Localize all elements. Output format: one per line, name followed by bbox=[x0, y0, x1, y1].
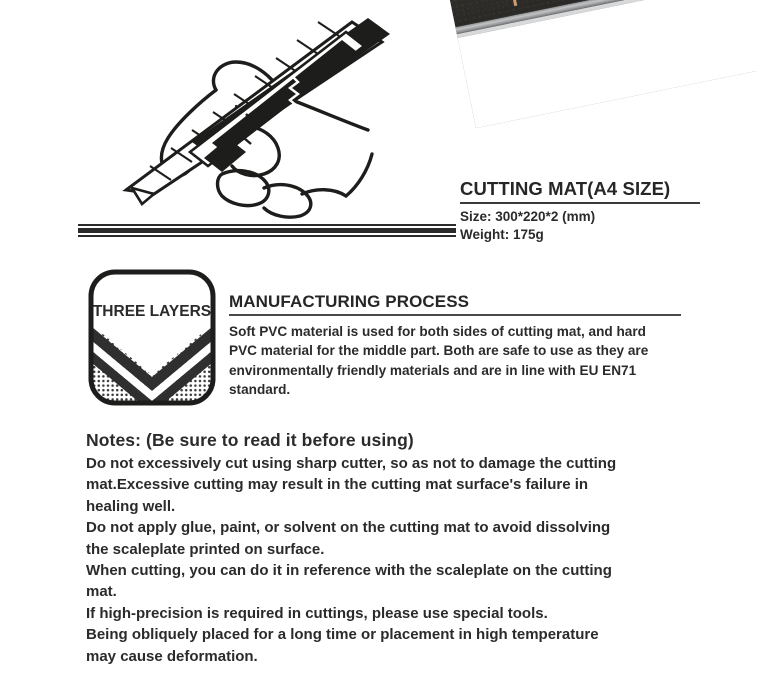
manufacturing-body-line: Soft PVC material is used for both sides of cutting mat, and hard bbox=[229, 323, 646, 339]
product-title: CUTTING MAT(A4 SIZE) bbox=[460, 178, 671, 199]
manufacturing-body bbox=[229, 322, 684, 400]
wrist-top bbox=[292, 100, 368, 130]
note-line: the scaleplate printed on surface. bbox=[86, 540, 325, 558]
note-line: Do not apply glue, paint, or solvent on the cutting mat to avoid dissolving bbox=[86, 519, 611, 537]
note-line: Do not excessively cut using sharp cutter, so as not to damage the cutting bbox=[86, 455, 617, 472]
wrist-bottom bbox=[346, 154, 372, 196]
divider-line-thin-bottom bbox=[78, 235, 456, 237]
knife-handle bbox=[190, 18, 390, 172]
product-weight: Weight: 175g bbox=[460, 226, 544, 242]
middle-finger bbox=[218, 171, 269, 206]
note-item bbox=[86, 560, 726, 603]
manufacturing-body-line: standard. bbox=[229, 382, 291, 397]
note-line: mat. bbox=[86, 583, 117, 601]
product-info-block bbox=[460, 178, 750, 242]
product-title-underline bbox=[460, 202, 700, 204]
notes-list bbox=[86, 453, 726, 667]
note-line: healing well. bbox=[86, 497, 176, 515]
note-item bbox=[86, 453, 726, 517]
manufacturing-body-line: PVC material for the middle part. Both are safe to use as they are bbox=[229, 343, 649, 358]
note-line: may cause deformation. bbox=[86, 647, 258, 665]
ring-finger bbox=[264, 185, 311, 218]
note-line: When cutting, you can do it in reference with the scaleplate on the cutting bbox=[86, 562, 612, 580]
note-item bbox=[86, 603, 726, 624]
notes-section bbox=[86, 430, 726, 667]
cutting-mat-photo bbox=[438, 0, 757, 128]
note-line: If high-precision is required in cuttings, please use special tools. bbox=[86, 604, 548, 622]
badge-label: THREE LAYERS bbox=[92, 303, 212, 320]
three-layers-badge bbox=[88, 269, 216, 406]
note-line: Being obliquely placed for a long time or placement in high temperature bbox=[86, 626, 599, 644]
manufacturing-underline bbox=[229, 314, 681, 316]
hand-with-knife-illustration bbox=[96, 18, 396, 223]
manufacturing-body-line: environmentally friendly materials and are in line with EU EN71 bbox=[229, 362, 637, 378]
note-line: mat.Excessive cutting may result in the cutting mat surface's failure in bbox=[86, 476, 589, 494]
section-divider bbox=[78, 224, 456, 237]
manufacturing-heading: MANUFACTURING PROCESS bbox=[229, 292, 470, 311]
manufacturing-section bbox=[229, 292, 684, 400]
product-size: Size: 300*220*2 (mm) bbox=[460, 208, 596, 224]
note-item bbox=[86, 517, 726, 560]
notes-heading: Notes: (Be sure to read it before using) bbox=[86, 430, 414, 450]
note-item bbox=[86, 624, 726, 667]
